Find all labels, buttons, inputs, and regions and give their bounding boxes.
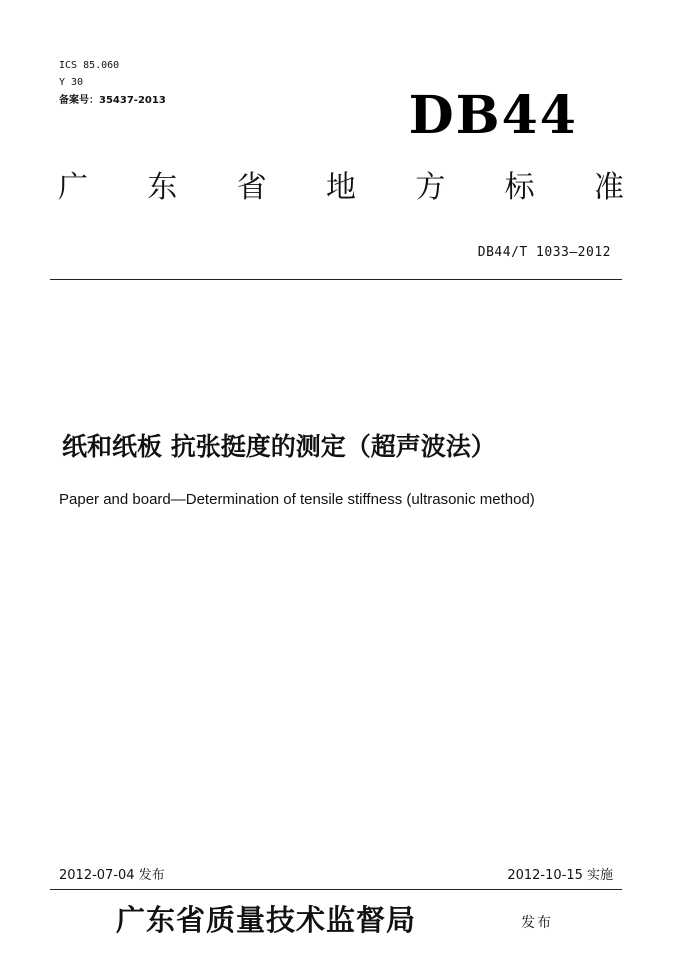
title-english: Paper and board—Determination of tensile stiffness (ultrasonic method) <box>59 491 535 508</box>
ics-code: ICS 85.060 <box>59 60 120 71</box>
standard-type-heading <box>58 170 624 206</box>
filing-number: 备案号：35437-2013 <box>59 95 166 106</box>
standard-number: DB44/T 1033—2012 <box>477 245 611 260</box>
top-divider <box>50 279 622 280</box>
standard-type-char: 标 <box>504 170 535 205</box>
bottom-divider <box>50 889 622 890</box>
standard-type-char: 准 <box>593 170 624 205</box>
db44-logo: DB44 <box>408 85 578 146</box>
standard-type-char: 东 <box>147 170 178 205</box>
title-chinese: 纸和纸板 抗张挺度的测定（超声波法） <box>62 432 496 461</box>
issuer-name: 广东省质量技术监督局 <box>116 903 417 937</box>
classification-code: Y 30 <box>59 77 84 88</box>
implement-date: 2012-10-15 实施 <box>507 868 613 883</box>
publish-date: 2012-07-04 发布 <box>59 868 165 883</box>
standard-type-char: 省 <box>236 170 267 205</box>
standard-type-char: 广 <box>58 170 88 205</box>
issue-label: 发布 <box>521 915 553 931</box>
standard-type-char: 方 <box>415 170 446 205</box>
standard-type-char: 地 <box>325 170 356 205</box>
